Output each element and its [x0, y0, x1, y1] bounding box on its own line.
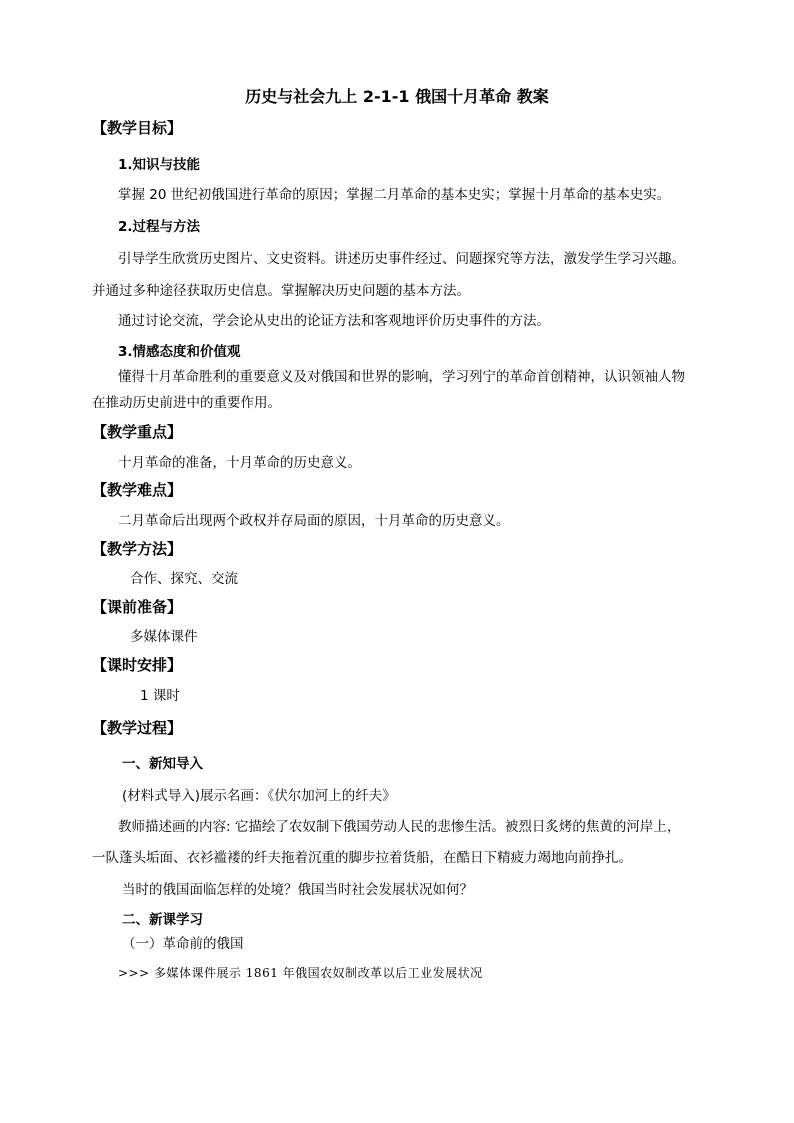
goal2-text-line2: 并通过多种途径获取历史信息。掌握解决历史问题的基本方法。: [92, 283, 470, 299]
key-text: 十月革命的准备，十月革命的历史意义。: [118, 455, 361, 471]
goal1-title: 1.知识与技能: [118, 157, 201, 173]
schedule-text: 1 课时: [140, 688, 180, 704]
process1-title: 一、新知导入: [122, 756, 203, 772]
goal1-text: 掌握 20 世纪初俄国进行革命的原因；掌握二月革命的基本史实；掌握十月革命的基本史实。: [118, 187, 671, 203]
section-heading-schedule: 【课时安排】: [92, 656, 183, 674]
process2-title: 二、新课学习: [122, 912, 203, 928]
section-heading-process: 【教学过程】: [92, 719, 183, 737]
goal3-text-line2: 在推动历史前进中的重要作用。: [92, 395, 281, 411]
goal2-text2: 通过讨论交流，学会论从史出的论证方法和客观地评价历史事件的方法。: [118, 313, 550, 329]
section-heading-prep: 【课前准备】: [92, 598, 183, 616]
goal3-text-line1: 懂得十月革命胜利的重要意义及对俄国和世界的影响，学习列宁的革命首创精神，认识领袖人物: [118, 369, 685, 385]
section-heading-difficult: 【教学难点】: [92, 481, 183, 499]
goal3-title: 3.情感态度和价值观: [118, 344, 241, 360]
method-text: 合作、探究、交流: [130, 571, 238, 587]
process1-text2-line1: 教师描述画的内容: 它描绘了农奴制下俄国劳动人民的悲惨生活。被烈日炙烤的焦黄的河岸上，: [118, 819, 681, 835]
document-title: 历史与社会九上 2-1-1 俄国十月革命 教案: [245, 87, 549, 106]
process1-text2-line2: 一队蓬头垢面、衣衫褴褛的纤夫拖着沉重的脚步拉着货船，在酷日下精疲力竭地向前挣扎。: [92, 850, 632, 866]
process1-text3: 当时的俄国面临怎样的处境？俄国当时社会发展状况如何？: [122, 882, 473, 898]
section-heading-goals: 【教学目标】: [92, 119, 183, 137]
difficult-text: 二月革命后出现两个政权并存局面的原因，十月革命的历史意义。: [118, 513, 510, 529]
goal2-text-line1: 引导学生欣赏历史图片、文史资料。讲述历史事件经过、问题探究等方法，激发学生学习兴趣。: [118, 251, 685, 267]
goal2-title: 2.过程与方法: [118, 219, 201, 235]
section-heading-method: 【教学方法】: [92, 540, 183, 558]
prep-text: 多媒体课件: [130, 629, 198, 645]
process2-note: >>> 多媒体课件展示 1861 年俄国农奴制改革以后工业发展状况: [118, 966, 483, 980]
process1-text1: (材料式导入)展示名画：《伏尔加河上的纤夫》: [122, 788, 396, 804]
process2-subtitle: （一）革命前的俄国: [122, 936, 244, 952]
section-heading-key: 【教学重点】: [92, 423, 183, 441]
